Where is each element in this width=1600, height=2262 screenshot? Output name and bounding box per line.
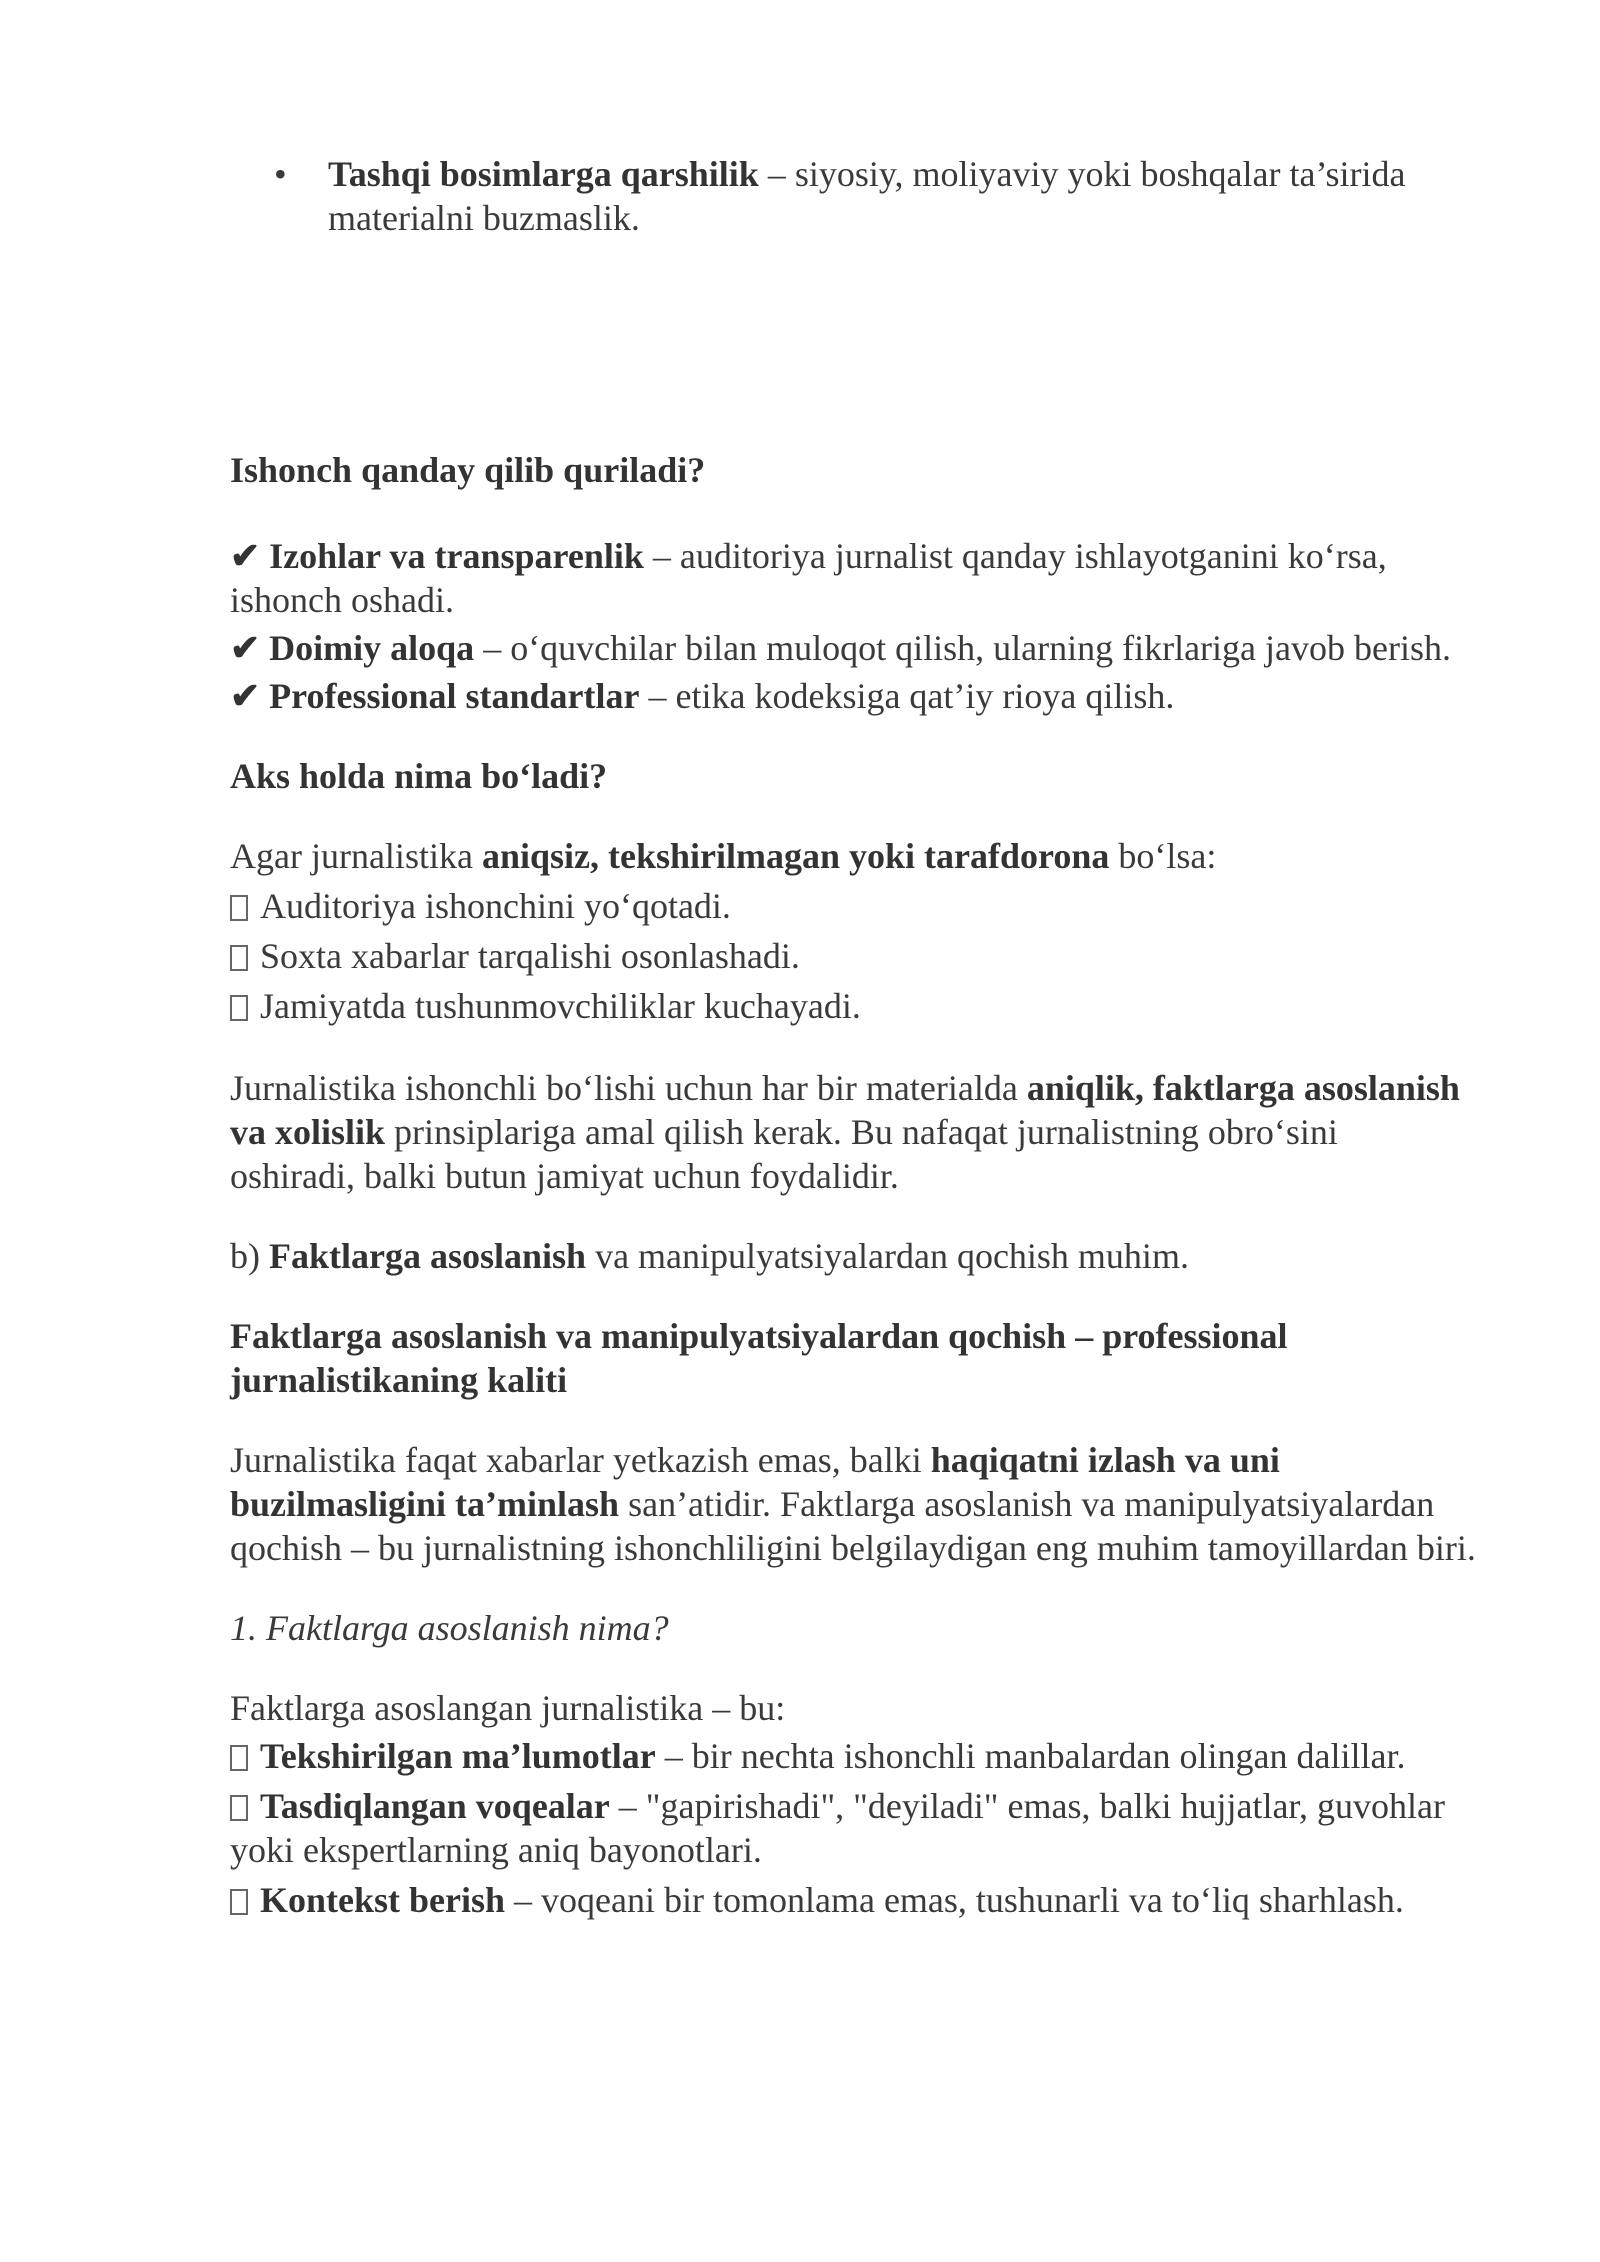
list-item bbox=[230, 984, 1490, 1028]
paragraph-text: san’atidir. Faktlarga asoslanish va manipulyatsiyalardan qochish – bu jurnalistning ishonchliligini belgilaydigan eng muhim tamoyillardan biri. bbox=[230, 1484, 1476, 1568]
list-item bbox=[230, 1878, 1490, 1922]
list-item bbox=[230, 1734, 1490, 1778]
bullet-item bbox=[230, 152, 1508, 240]
missing-glyph-icon bbox=[230, 945, 248, 971]
heading-facts: Faktlarga asoslanish va manipulyatsiyalardan qochish – professional jurnalistikaning kaliti bbox=[230, 1316, 1288, 1400]
paragraph-text: b) bbox=[230, 1236, 269, 1276]
check-item bbox=[230, 674, 1470, 718]
bullet-marker: • bbox=[274, 154, 287, 194]
list-item-text: Soxta xabarlar tarqalishi osonlashadi. bbox=[260, 936, 800, 976]
paragraph-text: prinsiplariga amal qilish kerak. Bu nafaqat jurnalistning obro‘sini oshiradi, balki butun jamiyat uchun foydalidir. bbox=[230, 1112, 1338, 1196]
list-item bbox=[230, 934, 1490, 978]
list-item-bold: Tasdiqlangan voqealar bbox=[260, 1786, 610, 1826]
heading-otherwise: Aks holda nima bo‘ladi? bbox=[230, 756, 608, 796]
paragraph-text: bo‘lsa: bbox=[1109, 836, 1217, 876]
paragraph-bold: aniqsiz, tekshirilmagan yoki tarafdorona bbox=[481, 836, 1110, 876]
document-content bbox=[230, 152, 1490, 1922]
list-item-text: – voqeani bir tomonlama emas, tushunarli va to‘liq sharhlash. bbox=[505, 1880, 1404, 1920]
paragraph-text: Agar jurnalistika bbox=[230, 836, 482, 876]
paragraph-b bbox=[230, 1234, 1490, 1278]
check-icon: ✔ bbox=[230, 628, 261, 668]
paragraph-text: Jurnalistika faqat xabarlar yetkazish emas, balki bbox=[230, 1440, 931, 1480]
subheading-what: 1. Faktlarga asoslanish nima? bbox=[230, 1608, 669, 1648]
missing-glyph-icon bbox=[230, 1745, 248, 1771]
list-item-bold: Kontekst berish bbox=[260, 1880, 506, 1920]
check-item bbox=[230, 534, 1470, 622]
list-item bbox=[230, 884, 1490, 928]
paragraph-bold: Faktlarga asoslanish bbox=[269, 1236, 587, 1276]
paragraph-bold: haqiqatni izlash va uni buzilmasligini ta’minlash bbox=[230, 1440, 1280, 1524]
facts-list bbox=[230, 1734, 1490, 1922]
check-item-bold: Professional standartlar bbox=[269, 676, 640, 716]
list-item-text: – bir nechta ishonchli manbalardan olingan dalillar. bbox=[655, 1736, 1406, 1776]
list-item-text: – "gapirishadi", "deyiladi" emas, balki hujjatlar, guvohlar yoki ekspertlarning aniq bayonotlari. bbox=[230, 1786, 1445, 1870]
list-item bbox=[230, 1784, 1490, 1872]
check-item-text: – o‘quvchilar bilan muloqot qilish, ularning fikrlariga javob berish. bbox=[474, 628, 1451, 668]
bullet-text: – siyosiy, moliyaviy yoki boshqalar ta’sirida materialni buzmaslik. bbox=[328, 154, 1406, 238]
paragraph-text: Jurnalistika ishonchli bo‘lishi uchun har bir materialda bbox=[230, 1068, 1027, 1108]
missing-glyph-icon bbox=[230, 1889, 248, 1915]
check-item-text: – etika kodeksiga qat’iy rioya qilish. bbox=[639, 676, 1175, 716]
check-icon: ✔ bbox=[230, 676, 261, 716]
list-item-bold: Tekshirilgan ma’lumotlar bbox=[260, 1736, 656, 1776]
paragraph-intro: Faktlarga asoslangan jurnalistika – bu: bbox=[230, 1688, 786, 1728]
missing-glyph-icon bbox=[230, 995, 248, 1021]
paragraph-condition bbox=[230, 834, 1490, 878]
checklist bbox=[230, 534, 1470, 718]
consequence-list bbox=[230, 884, 1490, 1028]
paragraph-text: va manipulyatsiyalardan qochish muhim. bbox=[586, 1236, 1189, 1276]
check-icon: ✔ bbox=[230, 536, 261, 576]
check-item bbox=[230, 626, 1470, 670]
check-item-text: – auditoriya jurnalist qanday ishlayotganini ko‘rsa, ishonch oshadi. bbox=[230, 536, 1387, 620]
missing-glyph-icon bbox=[230, 895, 248, 921]
heading-trust: Ishonch qanday qilib quriladi? bbox=[230, 450, 706, 490]
check-item-bold: Doimiy aloqa bbox=[269, 628, 475, 668]
bullet-bold: Tashqi bosimlarga qarshilik bbox=[328, 154, 759, 194]
list-item-text: Auditoriya ishonchini yo‘qotadi. bbox=[260, 886, 731, 926]
paragraph-bold: aniqlik, faktlarga asoslanish va xolislik bbox=[230, 1068, 1460, 1152]
list-item-text: Jamiyatda tushunmovchiliklar kuchayadi. bbox=[260, 986, 861, 1026]
paragraph-reliability bbox=[230, 1066, 1470, 1198]
missing-glyph-icon bbox=[230, 1795, 248, 1821]
paragraph-journalism bbox=[230, 1438, 1490, 1570]
check-item-bold: Izohlar va transparenlik bbox=[269, 536, 644, 576]
